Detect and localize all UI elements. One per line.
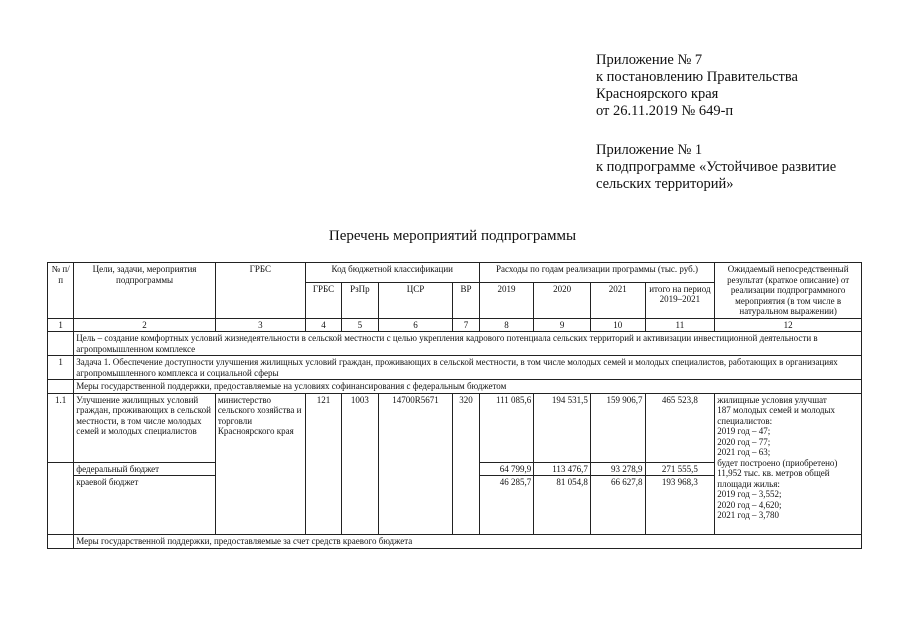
appendix-7-line4: от 26.11.2019 № 649-п	[596, 103, 734, 119]
result-line: 2021 год – 63;	[717, 447, 771, 457]
appendix-1-line3: сельских территорий»	[596, 176, 734, 192]
header-result: Ожидаемый непосредственный результат (краткое описание) от реализации подпрограммного мероприятия (в том числе в натуральном выражении)	[715, 263, 862, 319]
measures-cofinancing-row	[48, 380, 862, 394]
column-number: 1	[48, 318, 74, 332]
column-number: 7	[453, 318, 479, 332]
activity-2021: 159 906,7	[590, 393, 645, 462]
appendix-1-header	[596, 142, 886, 193]
regional-2021: 66 627,8	[590, 476, 645, 535]
activity-num: 1.1	[48, 393, 74, 462]
column-number: 3	[215, 318, 305, 332]
appendix-7-line1: Приложение № 7	[596, 52, 703, 68]
activity-total: 465 523,8	[645, 393, 715, 462]
column-number: 10	[590, 318, 645, 332]
federal-2020: 113 476,7	[534, 462, 591, 476]
result-line: 11,952 тыс. кв. метров общей	[717, 468, 830, 478]
result-line: 2019 год – 47;	[717, 426, 771, 436]
column-number: 8	[479, 318, 534, 332]
appendix-7-line3: Красноярского края	[596, 86, 719, 102]
federal-2021: 93 278,9	[590, 462, 645, 476]
activity-grbs-name: министерство сельского хозяйства и торговли Красноярского края	[215, 393, 305, 535]
regional-2019: 46 285,7	[479, 476, 534, 535]
header-code-rzpr: РзПр	[342, 282, 378, 318]
activity-2019: 111 085,6	[479, 393, 534, 462]
activity-result	[715, 393, 862, 535]
appendix-7-header	[596, 52, 886, 120]
column-numbers-row	[48, 318, 862, 332]
result-line: будет построено (приобретено)	[717, 457, 838, 468]
result-line: площади жилья:	[717, 478, 780, 489]
task-row	[48, 356, 862, 380]
result-line: 187 молодых семей и молодых	[717, 405, 836, 415]
activities-table	[47, 262, 862, 549]
header-grbs: ГРБС	[215, 263, 305, 319]
header-num: № п/п	[48, 263, 74, 319]
column-number: 4	[305, 318, 341, 332]
result-line: специалистов:	[717, 415, 773, 426]
appendix-1-line1: Приложение № 1	[596, 142, 703, 158]
regional-2020: 81 054,8	[534, 476, 591, 535]
appendix-1-line2: к подпрограмме «Устойчивое развитие	[596, 159, 837, 175]
measures-regional-text: Меры государственной поддержки, предоставляемые за счет средств краевого бюджета	[74, 535, 862, 549]
column-number: 9	[534, 318, 591, 332]
appendix-7-line2: к постановлению Правительства	[596, 69, 798, 85]
activity-row	[48, 393, 862, 462]
task-num: 1	[48, 356, 74, 380]
goal-text: Цель – создание комфортных условий жизнедеятельности в сельской местности с целью укрепления кадрового потенциала сельских территорий и активизации инвестиционной деятельности в агропромышленном комплексе	[74, 332, 862, 356]
header-year-2019: 2019	[479, 282, 534, 318]
measures-num-cell	[48, 380, 74, 394]
header-year-2020: 2020	[534, 282, 591, 318]
header-total: итого на период 2019–2021	[645, 282, 715, 318]
column-number: 12	[715, 318, 862, 332]
column-number: 6	[378, 318, 453, 332]
header-code-grbs: ГРБС	[305, 282, 341, 318]
header-code-csr: ЦСР	[378, 282, 453, 318]
header-budget-code: Код бюджетной классификации	[305, 263, 479, 283]
header-year-2021: 2021	[590, 282, 645, 318]
regional-total: 193 968,3	[645, 476, 715, 535]
header-code-vr: ВР	[453, 282, 479, 318]
measures-regional-num-cell	[48, 535, 74, 549]
activity-2020: 194 531,5	[534, 393, 591, 462]
federal-total: 271 555,5	[645, 462, 715, 476]
result-line: 2020 год – 4,620;	[717, 499, 782, 510]
result-line: 2020 год – 77;	[717, 436, 771, 447]
column-number: 11	[645, 318, 715, 332]
activity-vr-code: 320	[453, 393, 479, 535]
goal-num-cell	[48, 332, 74, 356]
measures-cofinancing-text: Меры государственной поддержки, предоставляемые на условиях софинансирования с федеральным бюджетом	[74, 380, 862, 394]
result-line: 2021 год – 3,780	[717, 510, 780, 520]
goal-row	[48, 332, 862, 356]
federal-2019: 64 799,9	[479, 462, 534, 476]
activity-name: Улучшение жилищных условий граждан, проживающих в сельской местности, в том числе молодых семей и молодых специалистов	[74, 393, 216, 462]
column-number: 5	[342, 318, 378, 332]
result-line: 2019 год – 3,552;	[717, 489, 782, 499]
result-line: жилищные условия улучшат	[717, 394, 827, 405]
activity-rzpr-code: 1003	[342, 393, 378, 535]
federal-num-cell	[48, 462, 74, 535]
header-expenses: Расходы по годам реализации программы (тыс. руб.)	[479, 263, 715, 283]
column-number: 2	[74, 318, 216, 332]
document-title: Перечень мероприятий подпрограммы	[328, 228, 577, 244]
federal-label: федеральный бюджет	[74, 462, 216, 476]
header-goals: Цели, задачи, мероприятия подпрограммы	[74, 263, 216, 319]
activity-csr-code: 14700R5671	[378, 393, 453, 535]
activity-grbs-code: 121	[305, 393, 341, 535]
measures-regional-row	[48, 535, 862, 549]
table-header-row-1	[48, 263, 862, 283]
task-text: Задача 1. Обеспечение доступности улучшения жилищных условий граждан, проживающих в сельской местности, в том числе молодых семей и молодых специалистов, работающих в организациях агропромышленного комплекса и социальной сферы	[74, 356, 862, 380]
regional-label: краевой бюджет	[74, 476, 216, 535]
